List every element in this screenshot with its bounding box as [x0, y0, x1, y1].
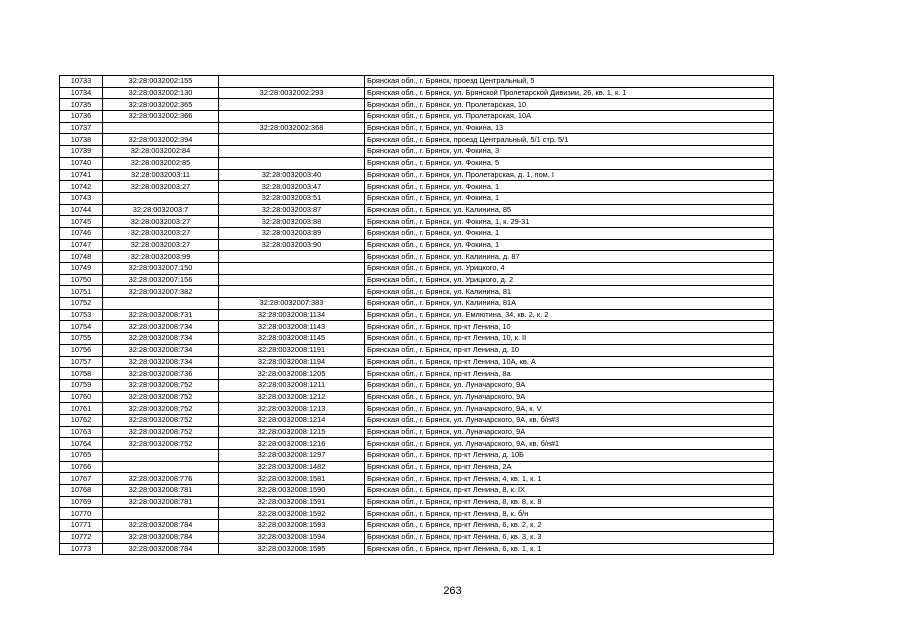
- row-number-cell: 10745: [60, 216, 103, 228]
- object-cadastral-number-cell: [219, 251, 365, 263]
- object-cadastral-number-cell: 32:28:0032003:51: [219, 192, 365, 204]
- land-cadastral-number-cell: 32:28:0032008:784: [103, 520, 219, 532]
- object-cadastral-number-cell: 32:28:0032008:1590: [219, 485, 365, 497]
- land-cadastral-number-cell: 32:28:0032002:155: [103, 76, 219, 88]
- land-cadastral-number-cell: 32:28:0032002:85: [103, 157, 219, 169]
- object-cadastral-number-cell: 32:28:0032002:368: [219, 122, 365, 134]
- row-number-cell: 10750: [60, 274, 103, 286]
- row-number-cell: 10746: [60, 227, 103, 239]
- object-cadastral-number-cell: 32:28:0032008:1482: [219, 461, 365, 473]
- land-cadastral-number-cell: 32:28:0032003:7: [103, 204, 219, 216]
- table-row: [60, 99, 774, 111]
- object-cadastral-number-cell: 32:28:0032008:1591: [219, 496, 365, 508]
- address-cell: Брянская обл., г. Брянск, ул. Калинина, д. 87: [365, 251, 774, 263]
- row-number-cell: 10739: [60, 146, 103, 158]
- land-cadastral-number-cell: 32:28:0032008:784: [103, 543, 219, 555]
- address-cell: Брянская обл., г. Брянск, пр-кт Ленина, 10, к. II: [365, 333, 774, 345]
- row-number-cell: 10759: [60, 379, 103, 391]
- table-row: [60, 274, 774, 286]
- object-cadastral-number-cell: 32:28:0032003:90: [219, 239, 365, 251]
- row-number-cell: 10765: [60, 450, 103, 462]
- table-row: [60, 192, 774, 204]
- address-cell: Брянская обл., г. Брянск, пр-кт Ленина, 8, к. б/н: [365, 508, 774, 520]
- object-cadastral-number-cell: 32:28:0032008:1595: [219, 543, 365, 555]
- land-cadastral-number-cell: [103, 461, 219, 473]
- address-cell: Брянская обл., г. Брянск, пр-кт Ленина, д. 10Б: [365, 450, 774, 462]
- table-row: [60, 111, 774, 123]
- row-number-cell: 10763: [60, 426, 103, 438]
- table-row: [60, 461, 774, 473]
- land-cadastral-number-cell: [103, 122, 219, 134]
- row-number-cell: 10748: [60, 251, 103, 263]
- row-number-cell: 10761: [60, 403, 103, 415]
- address-cell: Брянская обл., г. Брянск, ул. Емлютина, 34, кв. 2, к. 2: [365, 309, 774, 321]
- object-cadastral-number-cell: 32:28:0032008:1214: [219, 414, 365, 426]
- table-row: [60, 344, 774, 356]
- row-number-cell: 10755: [60, 333, 103, 345]
- row-number-cell: 10757: [60, 356, 103, 368]
- address-cell: Брянская обл., г. Брянск, ул. Калинина, 81: [365, 286, 774, 298]
- table-row: [60, 321, 774, 333]
- row-number-cell: 10736: [60, 111, 103, 123]
- address-cell: Брянская обл., г. Брянск, пр-кт Ленина, 6, кв. 1, к. 1: [365, 543, 774, 555]
- address-cell: Брянская обл., г. Брянск, ул. Фокина, 1: [365, 239, 774, 251]
- land-cadastral-number-cell: [103, 450, 219, 462]
- land-cadastral-number-cell: 32:28:0032008:752: [103, 426, 219, 438]
- table-row: [60, 368, 774, 380]
- table-row: [60, 239, 774, 251]
- row-number-cell: 10738: [60, 134, 103, 146]
- table-row: [60, 379, 774, 391]
- address-cell: Брянская обл., г. Брянск, пр-кт Ленина, 10: [365, 321, 774, 333]
- object-cadastral-number-cell: 32:28:0032008:1592: [219, 508, 365, 520]
- land-cadastral-number-cell: 32:28:0032008:784: [103, 531, 219, 543]
- land-cadastral-number-cell: 32:28:0032008:752: [103, 438, 219, 450]
- address-cell: Брянская обл., г. Брянск, ул. Урицкого, 4: [365, 263, 774, 275]
- row-number-cell: 10742: [60, 181, 103, 193]
- land-cadastral-number-cell: 32:28:0032008:734: [103, 333, 219, 345]
- row-number-cell: 10735: [60, 99, 103, 111]
- address-cell: Брянская обл., г. Брянск, ул. Брянской Пролетарской Дивизии, 26, кв. 1, к. 1: [365, 87, 774, 99]
- land-cadastral-number-cell: 32:28:0032003:11: [103, 169, 219, 181]
- land-cadastral-number-cell: 32:28:0032008:752: [103, 391, 219, 403]
- table-row: [60, 391, 774, 403]
- row-number-cell: 10737: [60, 122, 103, 134]
- land-cadastral-number-cell: 32:28:0032008:734: [103, 344, 219, 356]
- row-number-cell: 10764: [60, 438, 103, 450]
- land-cadastral-number-cell: 32:28:0032007:150: [103, 263, 219, 275]
- address-cell: Брянская обл., г. Брянск, пр-кт Ленина, 4, кв. 1, к. 1: [365, 473, 774, 485]
- object-cadastral-number-cell: [219, 76, 365, 88]
- address-cell: Брянская обл., г. Брянск, пр-кт Ленина, 6, кв. 2, к. 2: [365, 520, 774, 532]
- table-row: [60, 216, 774, 228]
- table-row: [60, 204, 774, 216]
- land-cadastral-number-cell: 32:28:0032008:781: [103, 485, 219, 497]
- object-cadastral-number-cell: 32:28:0032008:1211: [219, 379, 365, 391]
- table-row: [60, 485, 774, 497]
- table-row: [60, 76, 774, 88]
- row-number-cell: 10749: [60, 263, 103, 275]
- land-cadastral-number-cell: 32:28:0032008:776: [103, 473, 219, 485]
- address-cell: Брянская обл., г. Брянск, ул. Фокина, 13: [365, 122, 774, 134]
- object-cadastral-number-cell: 32:28:0032003:40: [219, 169, 365, 181]
- address-cell: Брянская обл., г. Брянск, пр-кт Ленина, 8, к. IX: [365, 485, 774, 497]
- object-cadastral-number-cell: 32:28:0032002:293: [219, 87, 365, 99]
- address-cell: Брянская обл., г. Брянск, ул. Пролетарская, д. 1, пом. I: [365, 169, 774, 181]
- object-cadastral-number-cell: [219, 274, 365, 286]
- table-row: [60, 473, 774, 485]
- land-cadastral-number-cell: 32:28:0032008:781: [103, 496, 219, 508]
- row-number-cell: 10744: [60, 204, 103, 216]
- row-number-cell: 10756: [60, 344, 103, 356]
- land-cadastral-number-cell: 32:28:0032008:731: [103, 309, 219, 321]
- land-cadastral-number-cell: 32:28:0032002:366: [103, 111, 219, 123]
- object-cadastral-number-cell: 32:28:0032003:88: [219, 216, 365, 228]
- address-cell: Брянская обл., г. Брянск, ул. Фокина, 3: [365, 146, 774, 158]
- address-cell: Брянская обл., г. Брянск, ул. Луначарского, 9А, кв. б/н#1: [365, 438, 774, 450]
- table-row: [60, 508, 774, 520]
- address-cell: Брянская обл., г. Брянск, ул. Фокина, 1, к. 29-31: [365, 216, 774, 228]
- address-cell: Брянская обл., г. Брянск, ул. Луначарского, 9А, к. V: [365, 403, 774, 415]
- land-cadastral-number-cell: 32:28:0032002:130: [103, 87, 219, 99]
- object-cadastral-number-cell: 32:28:0032008:1145: [219, 333, 365, 345]
- land-cadastral-number-cell: 32:28:0032003:27: [103, 181, 219, 193]
- object-cadastral-number-cell: [219, 146, 365, 158]
- land-cadastral-number-cell: 32:28:0032002:394: [103, 134, 219, 146]
- address-cell: Брянская обл., г. Брянск, проезд Центральный, 5: [365, 76, 774, 88]
- object-cadastral-number-cell: 32:28:0032008:1212: [219, 391, 365, 403]
- address-cell: Брянская обл., г. Брянск, проезд Центральный, 5/1 стр. 5/1: [365, 134, 774, 146]
- table-row: [60, 531, 774, 543]
- object-cadastral-number-cell: [219, 99, 365, 111]
- row-number-cell: 10768: [60, 485, 103, 497]
- object-cadastral-number-cell: [219, 263, 365, 275]
- table-row: [60, 169, 774, 181]
- row-number-cell: 10747: [60, 239, 103, 251]
- object-cadastral-number-cell: 32:28:0032008:1593: [219, 520, 365, 532]
- object-cadastral-number-cell: [219, 286, 365, 298]
- land-cadastral-number-cell: 32:28:0032008:752: [103, 379, 219, 391]
- address-cell: Брянская обл., г. Брянск, пр-кт Ленина, 10А, кв. А: [365, 356, 774, 368]
- land-cadastral-number-cell: [103, 508, 219, 520]
- address-cell: Брянская обл., г. Брянск, ул. Фокина, 1: [365, 192, 774, 204]
- table-row: [60, 181, 774, 193]
- land-cadastral-number-cell: 32:28:0032008:734: [103, 356, 219, 368]
- land-cadastral-number-cell: 32:28:0032003:27: [103, 227, 219, 239]
- object-cadastral-number-cell: 32:28:0032008:1205: [219, 368, 365, 380]
- row-number-cell: 10733: [60, 76, 103, 88]
- land-cadastral-number-cell: 32:28:0032003:99: [103, 251, 219, 263]
- address-cell: Брянская обл., г. Брянск, пр-кт Ленина, 8, кв. 8, к. 8: [365, 496, 774, 508]
- address-cell: Брянская обл., г. Брянск, ул. Фокина, 1: [365, 227, 774, 239]
- address-cell: Брянская обл., г. Брянск, ул. Луначарского, 9А, кв. б/н#3: [365, 414, 774, 426]
- address-cell: Брянская обл., г. Брянск, ул. Урицкого, д. 2: [365, 274, 774, 286]
- row-number-cell: 10772: [60, 531, 103, 543]
- land-cadastral-number-cell: 32:28:0032008:752: [103, 403, 219, 415]
- row-number-cell: 10752: [60, 298, 103, 310]
- table-row: [60, 356, 774, 368]
- address-cell: Брянская обл., г. Брянск, ул. Калинина, 81А: [365, 298, 774, 310]
- table-row: [60, 227, 774, 239]
- row-number-cell: 10753: [60, 309, 103, 321]
- row-number-cell: 10740: [60, 157, 103, 169]
- object-cadastral-number-cell: 32:28:0032008:1594: [219, 531, 365, 543]
- land-cadastral-number-cell: 32:28:0032002:84: [103, 146, 219, 158]
- object-cadastral-number-cell: 32:28:0032008:1216: [219, 438, 365, 450]
- address-cell: Брянская обл., г. Брянск, пр-кт Ленина, 2А: [365, 461, 774, 473]
- land-cadastral-number-cell: 32:28:0032007:156: [103, 274, 219, 286]
- page-number: 263: [443, 585, 462, 597]
- row-number-cell: 10758: [60, 368, 103, 380]
- table-row: [60, 333, 774, 345]
- registry-table: [59, 75, 774, 555]
- table-row: [60, 520, 774, 532]
- row-number-cell: 10767: [60, 473, 103, 485]
- row-number-cell: 10766: [60, 461, 103, 473]
- object-cadastral-number-cell: 32:28:0032003:47: [219, 181, 365, 193]
- object-cadastral-number-cell: 32:28:0032008:1134: [219, 309, 365, 321]
- object-cadastral-number-cell: 32:28:0032008:1143: [219, 321, 365, 333]
- table-row: [60, 543, 774, 555]
- object-cadastral-number-cell: [219, 111, 365, 123]
- address-cell: Брянская обл., г. Брянск, пр-кт Ленина, 8а: [365, 368, 774, 380]
- row-number-cell: 10770: [60, 508, 103, 520]
- table-row: [60, 414, 774, 426]
- address-cell: Брянская обл., г. Брянск, ул. Луначарского, 9А: [365, 379, 774, 391]
- row-number-cell: 10762: [60, 414, 103, 426]
- row-number-cell: 10769: [60, 496, 103, 508]
- row-number-cell: 10741: [60, 169, 103, 181]
- address-cell: Брянская обл., г. Брянск, ул. Фокина, 5: [365, 157, 774, 169]
- address-cell: Брянская обл., г. Брянск, пр-кт Ленина, д. 10: [365, 344, 774, 356]
- registry-table-body: [60, 76, 774, 555]
- table-row: [60, 251, 774, 263]
- land-cadastral-number-cell: 32:28:0032008:752: [103, 414, 219, 426]
- table-row: [60, 496, 774, 508]
- land-cadastral-number-cell: 32:28:0032003:27: [103, 239, 219, 251]
- object-cadastral-number-cell: [219, 157, 365, 169]
- address-cell: Брянская обл., г. Брянск, ул. Пролетарская, 10А: [365, 111, 774, 123]
- address-cell: Брянская обл., г. Брянск, ул. Калинина, 85: [365, 204, 774, 216]
- table-row: [60, 157, 774, 169]
- row-number-cell: 10760: [60, 391, 103, 403]
- table-row: [60, 450, 774, 462]
- land-cadastral-number-cell: 32:28:0032008:734: [103, 321, 219, 333]
- address-cell: Брянская обл., г. Брянск, пр-кт Ленина, 6, кв. 3, к. 3: [365, 531, 774, 543]
- table-row: [60, 134, 774, 146]
- row-number-cell: 10743: [60, 192, 103, 204]
- object-cadastral-number-cell: 32:28:0032008:1191: [219, 344, 365, 356]
- row-number-cell: 10751: [60, 286, 103, 298]
- table-row: [60, 298, 774, 310]
- address-cell: Брянская обл., г. Брянск, ул. Луначарского, 9А: [365, 426, 774, 438]
- row-number-cell: 10734: [60, 87, 103, 99]
- land-cadastral-number-cell: 32:28:0032008:736: [103, 368, 219, 380]
- table-row: [60, 286, 774, 298]
- land-cadastral-number-cell: 32:28:0032002:365: [103, 99, 219, 111]
- object-cadastral-number-cell: 32:28:0032003:89: [219, 227, 365, 239]
- address-cell: Брянская обл., г. Брянск, ул. Пролетарская, 10: [365, 99, 774, 111]
- land-cadastral-number-cell: [103, 298, 219, 310]
- object-cadastral-number-cell: 32:28:0032008:1194: [219, 356, 365, 368]
- object-cadastral-number-cell: 32:28:0032008:1297: [219, 450, 365, 462]
- object-cadastral-number-cell: 32:28:0032008:1213: [219, 403, 365, 415]
- table-row: [60, 309, 774, 321]
- table-row: [60, 122, 774, 134]
- land-cadastral-number-cell: [103, 192, 219, 204]
- object-cadastral-number-cell: [219, 134, 365, 146]
- table-row: [60, 146, 774, 158]
- object-cadastral-number-cell: 32:28:0032008:1215: [219, 426, 365, 438]
- land-cadastral-number-cell: 32:28:0032007:382: [103, 286, 219, 298]
- table-row: [60, 403, 774, 415]
- address-cell: Брянская обл., г. Брянск, ул. Фокина, 1: [365, 181, 774, 193]
- table-row: [60, 87, 774, 99]
- object-cadastral-number-cell: 32:28:0032007:383: [219, 298, 365, 310]
- table-row: [60, 438, 774, 450]
- row-number-cell: 10773: [60, 543, 103, 555]
- object-cadastral-number-cell: 32:28:0032008:1581: [219, 473, 365, 485]
- row-number-cell: 10771: [60, 520, 103, 532]
- row-number-cell: 10754: [60, 321, 103, 333]
- land-cadastral-number-cell: 32:28:0032003:27: [103, 216, 219, 228]
- table-row: [60, 263, 774, 275]
- table-row: [60, 426, 774, 438]
- address-cell: Брянская обл., г. Брянск, ул. Луначарского, 9А: [365, 391, 774, 403]
- object-cadastral-number-cell: 32:28:0032003:87: [219, 204, 365, 216]
